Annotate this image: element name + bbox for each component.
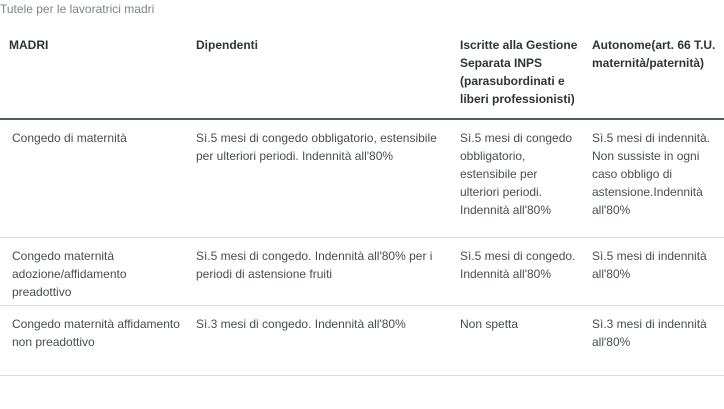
row-label: Congedo maternità adozione/affidamento preadottivo xyxy=(0,238,190,306)
row-label: Congedo maternità affidamento non preadottivo xyxy=(0,306,190,376)
column-header-dipendenti: Dipendenti xyxy=(190,28,454,119)
table-row xyxy=(0,306,724,376)
cell-gestione-separata: Sì.5 mesi di congedo obbligatorio, estensibile per ulteriori periodi. Indennità all'80% xyxy=(454,119,586,238)
table-row xyxy=(0,238,724,306)
column-header-autonome: Autonome(art. 66 T.U. maternità/paternità) xyxy=(586,28,724,119)
table-caption: Tutele per le lavoratrici madri xyxy=(0,2,155,16)
cell-gestione-separata: Sì.5 mesi di congedo. Indennità all'80% xyxy=(454,238,586,306)
column-header-gestione-separata: Iscritte alla Gestione Separata INPS (parasubordinati e liberi professionisti) xyxy=(454,28,586,119)
table-row xyxy=(0,119,724,238)
column-header-madri: MADRI xyxy=(0,28,190,119)
maternity-protections-table xyxy=(0,28,724,376)
row-label: Congedo di maternità xyxy=(0,119,190,238)
cell-dipendenti: Sì.5 mesi di congedo. Indennità all'80% per i periodi di astensione fruiti xyxy=(190,238,454,306)
cell-autonome: Sì.5 mesi di indennità all'80% xyxy=(586,238,724,306)
cell-dipendenti: Sì.5 mesi di congedo obbligatorio, estensibile per ulteriori periodi. Indennità all'80% xyxy=(190,119,454,238)
cell-dipendenti: Sì.3 mesi di congedo. Indennità all'80% xyxy=(190,306,454,376)
cell-autonome: Sì.3 mesi di indennità all'80% xyxy=(586,306,724,376)
cell-autonome: Sì.5 mesi di indennità. Non sussiste in ogni caso obbligo di astensione.Indennità all'80% xyxy=(586,119,724,238)
table-header-row xyxy=(0,28,724,119)
cell-gestione-separata: Non spetta xyxy=(454,306,586,376)
